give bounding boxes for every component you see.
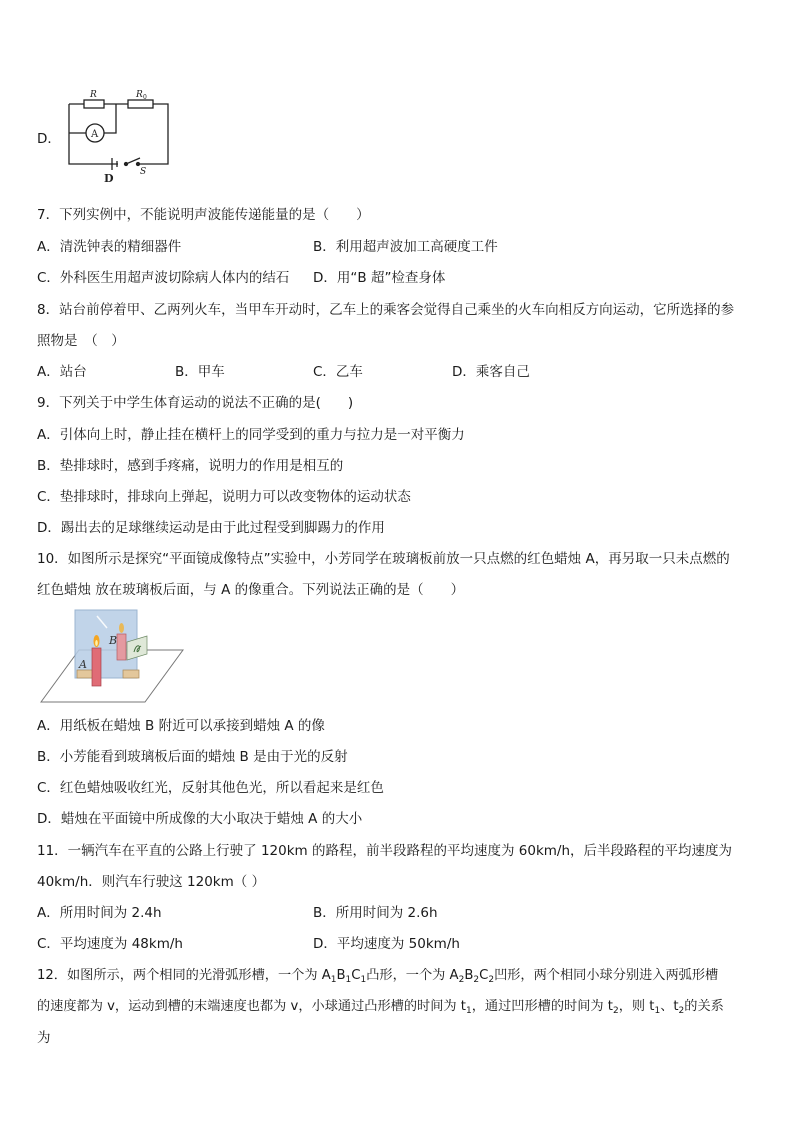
q10-stem-line2: 红色蜡烛 放在玻璃板后面，与 A 的像重合。下列说法正确的是（ ）	[37, 582, 465, 598]
q12-text: ，则 t	[618, 999, 655, 1014]
q12-stem-line3: 为	[37, 1030, 51, 1046]
q8-option-c: C．乙车	[313, 364, 363, 380]
q11-option-d: D．平均速度为 50km/h	[313, 936, 460, 952]
q12-text: 凸形，一个为 A	[366, 968, 459, 983]
q8-option-b: B．甲车	[175, 364, 225, 380]
q9-option-a: A．引体向上时，静止挂在横杆上的同学受到的重力与拉力是一对平衡力	[37, 427, 465, 443]
resistor-r-label: R	[90, 90, 97, 100]
q9-option-b: B．垫排球时，感到手疼痛，说明力的作用是相互的	[37, 458, 344, 474]
q12-sub: 2	[458, 975, 465, 985]
resistor-r0-label: R	[136, 90, 143, 100]
q8-option-a: A．站台	[37, 364, 87, 380]
q12-stem-line2	[37, 997, 724, 1021]
q12-sub: 2	[473, 975, 480, 985]
q7-option-a: A．清洗钟表的精细器件	[37, 239, 182, 255]
switch-s-label: S	[140, 167, 147, 177]
q12-sub: 2	[488, 975, 495, 985]
resistor-r0-subscript: 0	[143, 94, 147, 101]
q12-text: 的速度都为 v，运动到槽的末端速度也都为 v，小球通过凸形槽的时间为 t	[37, 999, 466, 1014]
q12-sub: 2	[678, 1006, 685, 1016]
q11-stem-line1: 11．一辆汽车在平直的公路上行驶了 120km 的路程，前半段路程的平均速度为 60km/h，后半段路程的平均速度为	[37, 843, 733, 859]
ammeter-icon: A	[91, 129, 99, 140]
q12-sub: 1	[654, 1006, 661, 1016]
q9-option-d: D．踢出去的足球继续运动是由于此过程受到脚踢力的作用	[37, 520, 385, 536]
q8-stem-line2: 照物是 （ ）	[37, 333, 125, 349]
q8-stem-line1: 8．站台前停着甲、乙两列火车，当甲车开动时，乙车上的乘客会觉得自己乘坐的火车向相反方向运动，它所选择的参	[37, 302, 735, 318]
q12-sub: 2	[612, 1006, 619, 1016]
q7-option-b: B．利用超声波加工高硬度工件	[313, 239, 498, 255]
q10-mirror-experiment-figure	[37, 606, 187, 706]
q10-option-b: B．小芳能看到玻璃板后面的蜡烛 B 是由于光的反射	[37, 749, 348, 765]
q7-option-d: D．用“B 超”检查身体	[313, 270, 446, 286]
q12-text: 、t	[660, 999, 679, 1014]
q7-option-c: C．外科医生用超声波切除病人体内的结石	[37, 270, 290, 286]
circuit-caption: D	[104, 172, 114, 184]
q11-option-b: B．所用时间为 2.6h	[313, 905, 438, 921]
q9-stem: 9．下列关于中学生体育运动的说法不正确的是( )	[37, 395, 354, 411]
q10-option-c: C．红色蜡烛吸收红光，反射其他色光，所以看起来是红色	[37, 780, 384, 796]
q12-sub: 1	[330, 975, 337, 985]
q12-text: 凹形，两个相同小球分别进入两弧形槽	[494, 968, 719, 983]
q6-option-d-label: D．	[37, 131, 61, 147]
q12-sub: 1	[465, 1006, 472, 1016]
q11-option-c: C．平均速度为 48km/h	[37, 936, 183, 952]
q8-option-d: D．乘客自己	[452, 364, 530, 380]
q12-text: 12．如图所示，两个相同的光滑弧形槽，一个为 A	[37, 968, 331, 983]
q10-option-d: D．蜡烛在平面镜中所成像的大小取决于蜡烛 A 的大小	[37, 811, 363, 827]
q12-text: ，通过凹形槽的时间为 t	[471, 999, 613, 1014]
candle-a-label: A	[79, 658, 87, 671]
q11-stem-line2: 40km/h．则汽车行驶这 120km（ ）	[37, 874, 266, 890]
q12-text: C	[351, 968, 361, 983]
q12-sub: 1	[345, 975, 352, 985]
q12-text: C	[479, 968, 489, 983]
q7-stem: 7．下列实例中，不能说明声波能传递能量的是（ ）	[37, 207, 370, 223]
q12-text: B	[336, 968, 346, 983]
q12-stem-line1	[37, 966, 718, 990]
q6-circuit-diagram	[64, 88, 174, 184]
q10-option-a: A．用纸板在蜡烛 B 附近可以承接到蜡烛 A 的像	[37, 718, 325, 734]
q11-option-a: A．所用时间为 2.4h	[37, 905, 162, 921]
q12-sub: 1	[360, 975, 367, 985]
q10-stem-line1: 10．如图所示是探究“平面镜成像特点”实验中，小芳同学在玻璃板前放一只点燃的红色蜡烛 A，再另取一只未点燃的	[37, 551, 730, 567]
candle-b-label: B	[109, 634, 118, 647]
q12-text: 的关系	[684, 999, 724, 1014]
q9-option-c: C．垫排球时，排球向上弹起，说明力可以改变物体的运动状态	[37, 489, 411, 505]
q12-text: B	[464, 968, 474, 983]
